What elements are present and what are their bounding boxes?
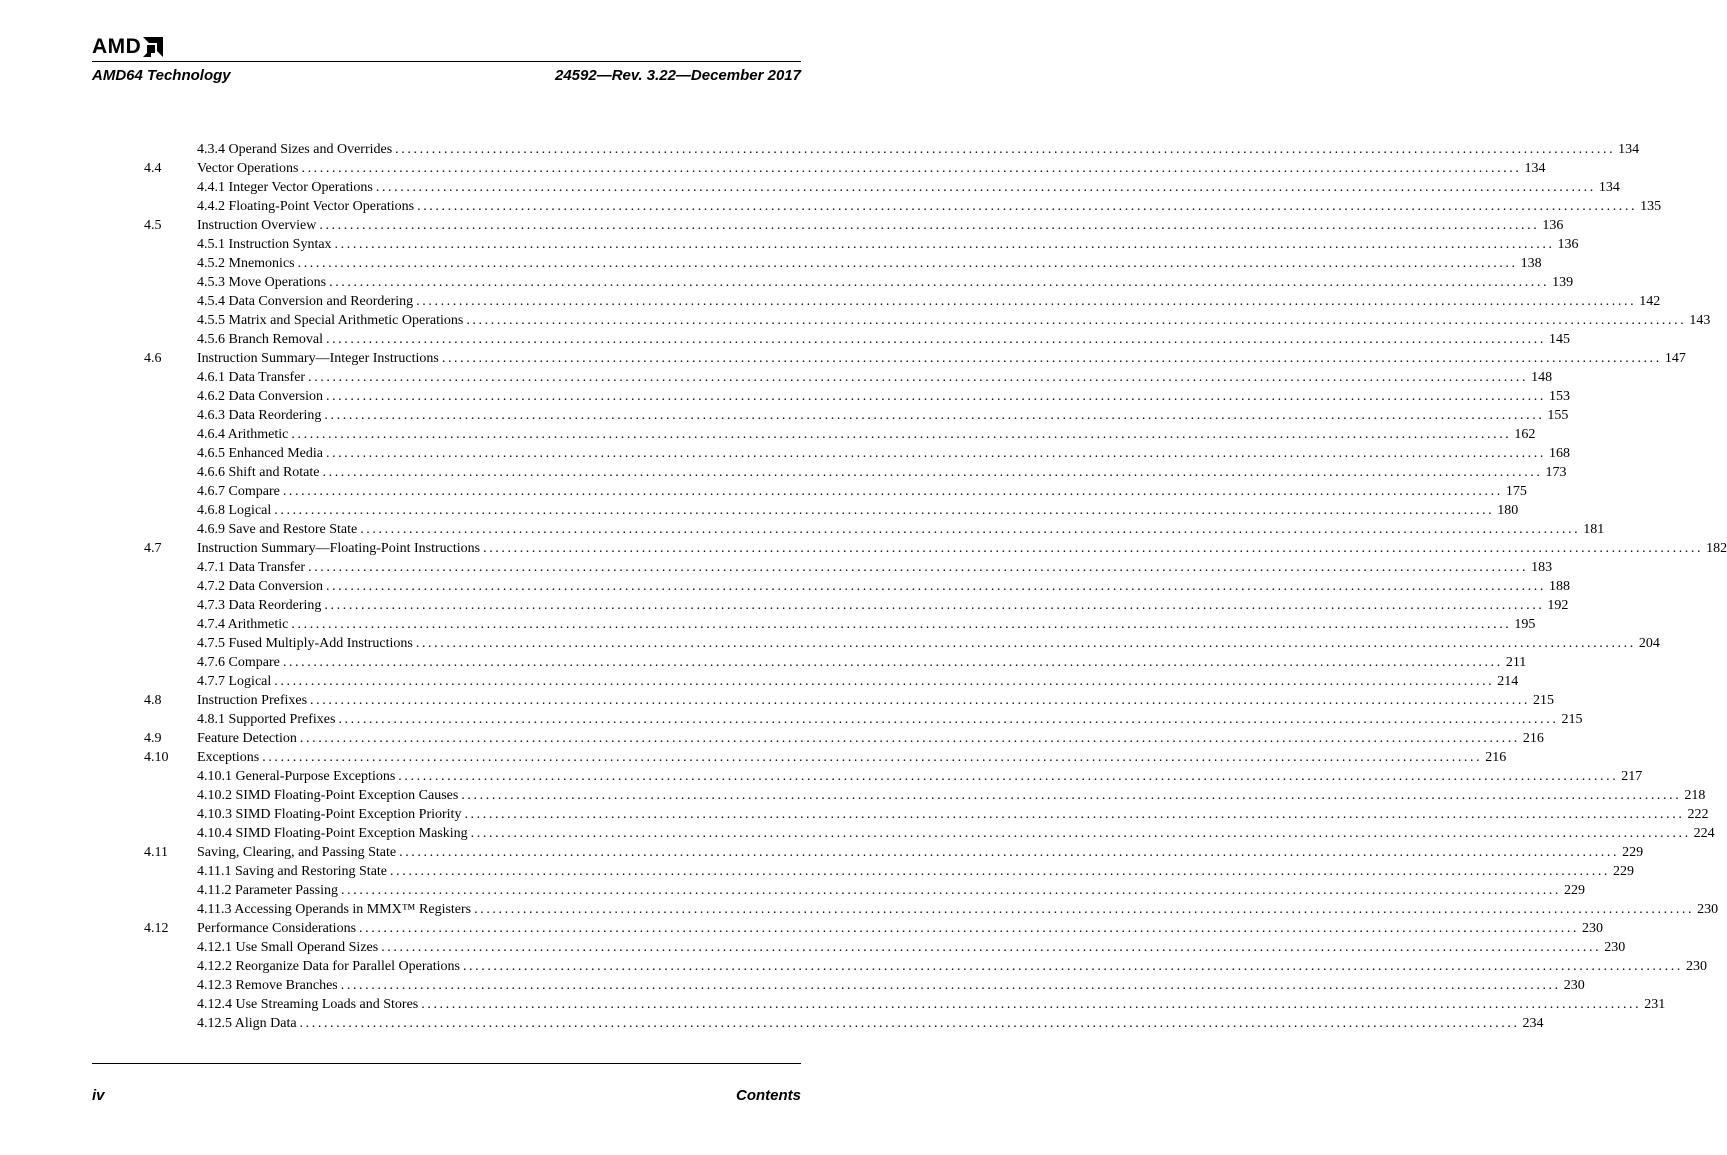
toc-entry-title: 4.6.6 Shift and Rotate	[197, 465, 320, 480]
toc-entry-title: 4.6.9 Save and Restore State	[197, 522, 358, 537]
toc-page-number: 183	[1531, 560, 1553, 575]
toc-dot-leader: ........................................................................................................................................................................................................	[325, 446, 1546, 461]
toc-entry-title: 4.10.3 SIMD Floating-Point Exception Priority	[197, 807, 462, 822]
toc-entry[interactable]	[144, 710, 1583, 729]
amd-logo	[92, 36, 163, 58]
toc-entry[interactable]	[144, 1014, 1544, 1033]
toc-page-number: 173	[1545, 465, 1567, 480]
toc-dot-leader: ........................................................................................................................................................................................................	[416, 294, 1637, 309]
toc-entry-title: 4.6.2 Data Conversion	[197, 389, 323, 404]
toc-page-number: 211	[1505, 655, 1527, 670]
toc-entry[interactable]	[144, 216, 1564, 235]
toc-page-number: 234	[1522, 1016, 1544, 1031]
toc-entry[interactable]	[144, 425, 1536, 444]
toc-section-number: 4.5	[144, 218, 162, 233]
toc-page-number: 188	[1548, 579, 1570, 594]
toc-entry[interactable]	[144, 805, 1709, 824]
toc-entry[interactable]	[144, 444, 1570, 463]
toc-entry[interactable]	[144, 311, 1711, 330]
toc-entry[interactable]	[144, 254, 1542, 273]
toc-page-number: 218	[1684, 788, 1706, 803]
toc-page-number: 145	[1548, 332, 1570, 347]
toc-dot-leader: ........................................................................................................................................................................................................	[474, 902, 1695, 917]
toc-page-number: 135	[1640, 199, 1662, 214]
toc-entry-title: 4.5.5 Matrix and Special Arithmetic Operations	[197, 313, 464, 328]
toc-entry-title: 4.11.3 Accessing Operands in MMX™ Registers	[197, 902, 472, 917]
toc-entry-title: 4.7.6 Compare	[197, 655, 280, 670]
toc-entry-title: 4.11.1 Saving and Restoring State	[197, 864, 388, 879]
toc-entry[interactable]	[144, 767, 1643, 786]
toc-page-number: 229	[1622, 845, 1644, 860]
toc-entry[interactable]	[144, 140, 1640, 159]
toc-page-number: 231	[1644, 997, 1666, 1012]
toc-page-number: 195	[1514, 617, 1536, 632]
toc-entry[interactable]	[144, 881, 1586, 900]
toc-entry-title: 4.12.1 Use Small Operand Sizes	[197, 940, 379, 955]
toc-page-number: 230	[1563, 978, 1585, 993]
toc-entry[interactable]	[144, 596, 1569, 615]
toc-entry-title: Exceptions	[197, 750, 260, 765]
toc-dot-leader: ........................................................................................................................................................................................................	[466, 313, 1687, 328]
toc-dot-leader: ........................................................................................................................................................................................................	[390, 864, 1611, 879]
toc-entry-title: 4.3.4 Operand Sizes and Overrides	[197, 142, 393, 157]
toc-entry[interactable]	[144, 919, 1604, 938]
toc-entry-title: Saving, Clearing, and Passing State	[197, 845, 397, 860]
toc-page-number: 216	[1522, 731, 1544, 746]
toc-dot-leader: ........................................................................................................................................................................................................	[381, 940, 1602, 955]
toc-entry[interactable]	[144, 235, 1579, 254]
toc-page-number: 230	[1685, 959, 1707, 974]
toc-entry[interactable]	[144, 653, 1527, 672]
toc-page-number: 224	[1693, 826, 1715, 841]
toc-dot-leader: ........................................................................................................................................................................................................	[319, 218, 1540, 233]
toc-entry-title: Feature Detection	[197, 731, 297, 746]
toc-page-number: 148	[1531, 370, 1553, 385]
toc-section-number: 4.4	[144, 161, 162, 176]
toc-entry[interactable]	[144, 273, 1574, 292]
toc-entry[interactable]	[144, 786, 1706, 805]
toc-entry[interactable]	[144, 558, 1553, 577]
toc-entry[interactable]	[144, 387, 1570, 406]
toc-page-number: 168	[1548, 446, 1570, 461]
toc-entry-title: 4.7.4 Arithmetic	[197, 617, 289, 632]
toc-entry[interactable]	[144, 862, 1635, 881]
toc-section-number: 4.8	[144, 693, 162, 708]
toc-entry-title: 4.4.2 Floating-Point Vector Operations	[197, 199, 415, 214]
toc-entry[interactable]	[144, 843, 1644, 862]
toc-dot-leader: ........................................................................................................................................................................................................	[470, 826, 1691, 841]
toc-dot-leader: ........................................................................................................................................................................................................	[324, 598, 1545, 613]
toc-entry[interactable]	[144, 292, 1661, 311]
toc-dot-leader: ........................................................................................................................................................................................................	[398, 769, 1619, 784]
toc-page-number: 214	[1497, 674, 1519, 689]
toc-entry-title: 4.7.5 Fused Multiply-Add Instructions	[197, 636, 413, 651]
toc-dot-leader: ........................................................................................................................................................................................................	[375, 180, 1596, 195]
toc-page-number: 222	[1687, 807, 1709, 822]
toc-entry[interactable]	[144, 178, 1620, 197]
toc-dot-leader: ........................................................................................................................................................................................................	[299, 1016, 1520, 1031]
toc-page-number: 136	[1557, 237, 1579, 252]
toc-dot-leader: ........................................................................................................................................................................................................	[334, 237, 1555, 252]
toc-page-number: 215	[1533, 693, 1555, 708]
table-of-contents	[144, 140, 1727, 1033]
toc-entry-title: 4.8.1 Supported Prefixes	[197, 712, 336, 727]
toc-dot-leader: ........................................................................................................................................................................................................	[461, 788, 1682, 803]
toc-dot-leader: ........................................................................................................................................................................................................	[325, 579, 1546, 594]
toc-entry[interactable]	[144, 634, 1660, 653]
toc-dot-leader: ........................................................................................................................................................................................................	[324, 408, 1545, 423]
toc-dot-leader: ........................................................................................................................................................................................................	[274, 674, 1495, 689]
toc-entry[interactable]	[144, 520, 1605, 539]
toc-entry[interactable]	[144, 482, 1527, 501]
toc-entry-title: 4.6.5 Enhanced Media	[197, 446, 323, 461]
toc-section-number: 4.12	[144, 921, 169, 936]
toc-dot-leader: ........................................................................................................................................................................................................	[291, 617, 1512, 632]
toc-entry-title: 4.5.3 Move Operations	[197, 275, 327, 290]
toc-entry-title: 4.10.1 General-Purpose Exceptions	[197, 769, 396, 784]
toc-dot-leader: ........................................................................................................................................................................................................	[297, 256, 1518, 271]
toc-dot-leader: ........................................................................................................................................................................................................	[417, 199, 1638, 214]
toc-entry[interactable]	[144, 729, 1544, 748]
toc-entry-title: 4.12.5 Align Data	[197, 1016, 297, 1031]
toc-entry-title: 4.11.2 Parameter Passing	[197, 883, 339, 898]
toc-dot-leader: ........................................................................................................................................................................................................	[421, 997, 1642, 1012]
toc-page-number: 182	[1706, 541, 1727, 556]
amd-logo-text: AMD	[92, 35, 142, 58]
toc-page-number: 175	[1505, 484, 1527, 499]
toc-entry[interactable]	[144, 748, 1507, 767]
footer-divider	[92, 1063, 801, 1064]
toc-entry-title: 4.6.3 Data Reordering	[197, 408, 322, 423]
toc-entry-title: Instruction Summary—Floating-Point Instructions	[197, 541, 481, 556]
toc-dot-leader: ........................................................................................................................................................................................................	[395, 142, 1616, 157]
toc-entry[interactable]	[144, 672, 1519, 691]
toc-page-number: 143	[1689, 313, 1711, 328]
toc-entry[interactable]	[144, 349, 1686, 368]
toc-page-number: 155	[1547, 408, 1569, 423]
toc-dot-leader: ........................................................................................................................................................................................................	[310, 693, 1531, 708]
toc-page-number: 134	[1618, 142, 1640, 157]
toc-entry-title: 4.10.2 SIMD Floating-Point Exception Causes	[197, 788, 459, 803]
toc-page-number: 180	[1497, 503, 1519, 518]
toc-dot-leader: ........................................................................................................................................................................................................	[308, 370, 1529, 385]
toc-dot-leader: ........................................................................................................................................................................................................	[299, 731, 1520, 746]
toc-dot-leader: ........................................................................................................................................................................................................	[462, 959, 1683, 974]
toc-entry-title: 4.12.4 Use Streaming Loads and Stores	[197, 997, 419, 1012]
toc-dot-leader: ........................................................................................................................................................................................................	[464, 807, 1685, 822]
toc-entry[interactable]	[144, 615, 1536, 634]
toc-page-number: 136	[1542, 218, 1564, 233]
toc-page-number: 230	[1697, 902, 1719, 917]
toc-dot-leader: ........................................................................................................................................................................................................	[399, 845, 1620, 860]
toc-section-number: 4.11	[144, 845, 168, 860]
toc-entry[interactable]	[144, 330, 1570, 349]
toc-page-number: 142	[1639, 294, 1661, 309]
toc-page-number: 162	[1514, 427, 1536, 442]
header-doc-revision: 24592—Rev. 3.22—December 2017	[554, 67, 801, 84]
toc-entry-title: 4.12.3 Remove Branches	[197, 978, 338, 993]
toc-page-number: 217	[1621, 769, 1643, 784]
toc-entry-title: 4.5.2 Mnemonics	[197, 256, 295, 271]
toc-entry-title: 4.6.4 Arithmetic	[197, 427, 289, 442]
toc-dot-leader: ........................................................................................................................................................................................................	[322, 465, 1543, 480]
toc-entry-title: 4.12.2 Reorganize Data for Parallel Operations	[197, 959, 460, 974]
toc-dot-leader: ........................................................................................................................................................................................................	[262, 750, 1483, 765]
toc-dot-leader: ........................................................................................................................................................................................................	[274, 503, 1495, 518]
toc-entry[interactable]	[144, 824, 1715, 843]
toc-dot-leader: ........................................................................................................................................................................................................	[341, 883, 1562, 898]
toc-dot-leader: ........................................................................................................................................................................................................	[441, 351, 1662, 366]
toc-section-number: 4.10	[144, 750, 169, 765]
header-title: AMD64 Technology	[92, 67, 231, 84]
toc-entry[interactable]	[144, 577, 1570, 596]
toc-entry[interactable]	[144, 691, 1555, 710]
amd-arrow-logo-icon	[143, 37, 163, 57]
toc-dot-leader: ........................................................................................................................................................................................................	[360, 522, 1581, 537]
toc-entry[interactable]	[144, 501, 1519, 520]
toc-entry[interactable]	[144, 406, 1569, 425]
footer-section-name: Contents	[736, 1087, 801, 1104]
toc-page-number: 138	[1520, 256, 1542, 271]
toc-entry-title: Instruction Overview	[197, 218, 317, 233]
toc-entry-title: Vector Operations	[197, 161, 299, 176]
toc-page-number: 134	[1524, 161, 1546, 176]
toc-page-number: 230	[1604, 940, 1626, 955]
toc-entry-title: Instruction Prefixes	[197, 693, 308, 708]
toc-entry[interactable]	[144, 900, 1719, 919]
toc-entry-title: 4.5.1 Instruction Syntax	[197, 237, 332, 252]
toc-dot-leader: ........................................................................................................................................................................................................	[329, 275, 1550, 290]
toc-entry[interactable]	[144, 463, 1567, 482]
toc-dot-leader: ........................................................................................................................................................................................................	[282, 655, 1503, 670]
toc-dot-leader: ........................................................................................................................................................................................................	[282, 484, 1503, 499]
toc-entry-title: 4.6.7 Compare	[197, 484, 280, 499]
toc-entry-title: 4.6.8 Logical	[197, 503, 272, 518]
toc-page-number: 147	[1664, 351, 1686, 366]
toc-section-number: 4.9	[144, 731, 162, 746]
toc-entry[interactable]	[144, 995, 1666, 1014]
toc-entry-title: 4.10.4 SIMD Floating-Point Exception Masking	[197, 826, 468, 841]
toc-page-number: 153	[1548, 389, 1570, 404]
toc-entry-title: 4.7.2 Data Conversion	[197, 579, 323, 594]
toc-entry-title: Performance Considerations	[197, 921, 357, 936]
header-divider	[92, 61, 801, 62]
toc-page-number: 134	[1598, 180, 1620, 195]
toc-dot-leader: ........................................................................................................................................................................................................	[359, 921, 1580, 936]
toc-page-number: 204	[1638, 636, 1660, 651]
toc-dot-leader: ........................................................................................................................................................................................................	[291, 427, 1512, 442]
toc-entry-title: 4.4.1 Integer Vector Operations	[197, 180, 373, 195]
toc-dot-leader: ........................................................................................................................................................................................................	[340, 978, 1561, 993]
toc-entry[interactable]	[144, 197, 1662, 216]
toc-dot-leader: ........................................................................................................................................................................................................	[301, 161, 1522, 176]
toc-dot-leader: ........................................................................................................................................................................................................	[415, 636, 1636, 651]
toc-page-number: 229	[1564, 883, 1586, 898]
toc-entry[interactable]	[144, 539, 1727, 558]
footer-page-number: iv	[92, 1087, 105, 1104]
toc-entry-title: Instruction Summary—Integer Instructions	[197, 351, 439, 366]
toc-dot-leader: ........................................................................................................................................................................................................	[338, 712, 1559, 727]
toc-entry-title: 4.7.7 Logical	[197, 674, 272, 689]
toc-page-number: 192	[1547, 598, 1569, 613]
toc-entry[interactable]	[144, 938, 1626, 957]
toc-entry-title: 4.7.1 Data Transfer	[197, 560, 306, 575]
toc-entry[interactable]	[144, 368, 1553, 387]
toc-page-number: 181	[1583, 522, 1605, 537]
toc-page-number: 229	[1613, 864, 1635, 879]
toc-entry[interactable]	[144, 957, 1707, 976]
toc-page-number: 215	[1561, 712, 1583, 727]
toc-entry-title: 4.6.1 Data Transfer	[197, 370, 306, 385]
toc-entry-title: 4.5.4 Data Conversion and Reordering	[197, 294, 414, 309]
toc-page-number: 139	[1552, 275, 1574, 290]
toc-page-number: 230	[1582, 921, 1604, 936]
toc-section-number: 4.6	[144, 351, 162, 366]
toc-entry[interactable]	[144, 976, 1585, 995]
toc-dot-leader: ........................................................................................................................................................................................................	[483, 541, 1704, 556]
toc-entry[interactable]	[144, 159, 1546, 178]
toc-entry-title: 4.7.3 Data Reordering	[197, 598, 322, 613]
toc-section-number: 4.7	[144, 541, 162, 556]
toc-page-number: 216	[1485, 750, 1507, 765]
toc-entry-title: 4.5.6 Branch Removal	[197, 332, 323, 347]
toc-dot-leader: ........................................................................................................................................................................................................	[308, 560, 1529, 575]
toc-dot-leader: ........................................................................................................................................................................................................	[325, 389, 1546, 404]
toc-dot-leader: ........................................................................................................................................................................................................	[325, 332, 1546, 347]
